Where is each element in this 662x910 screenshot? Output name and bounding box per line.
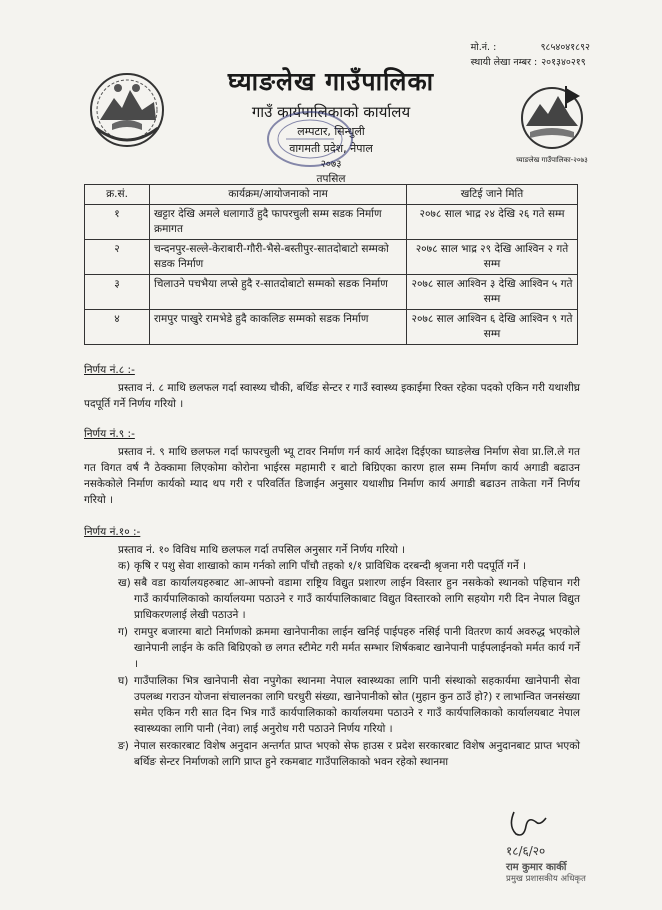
decision-text: प्रस्ताव नं. ९ माथि छलफल गर्दा फापरचुली भ्यू टावर निर्माण गर्न कार्य आदेश दिईएका घ्याङलेख निर्माण सेवा प्रा.लि.ले गत गत विगत वर्ष नै ठेक्कामा लिएकोमा कोरोना भाईरस महामारी र बाटो बिग्रिएका कारण हाल सम्म निर्माण कार्य अगाडी बढाउन नसकेकोले निर्माण कार्यको म्याद थप गरी र परिवर्तित डिजाईन अनुसार यथाशीघ्र निर्माण कार्य अगाडी बढाउन ताकेता गर्ने निर्णय गरियो । [84, 446, 580, 506]
office-year: २०७३ [320, 159, 342, 170]
decision-title: निर्णय नं.१० :- [84, 526, 141, 538]
schedule-table [84, 184, 578, 345]
list-item [118, 575, 580, 623]
item-text: कृषि र पशु सेवा शाखाको काम गर्नको लागि पाँचौ तहको १/१ प्राविधिक दरबन्दी श्रृजना गरी पदपूर्ति गर्ने । [134, 560, 527, 572]
item-text: रामपुर बजारमा बाटो निर्माणको क्रममा खानेपानीका लाईन खनिई पाईपहरु नसिई पानी वितरण कार्य अवरुद्ध भएकोले खानेपानी लाईन के कति बिग्रिएको छ लगत स्टीमेट गरी मर्मत सम्भार शिर्षकबाट खानेपानी पाईपलाईनको मर्मत कार्य गर्ने । [134, 626, 580, 670]
signature-name: राम कुमार कार्की [506, 862, 567, 873]
item-marker: ङ) [118, 740, 129, 752]
item-marker: घ) [118, 675, 129, 687]
item-text: नेपाल सरकारबाट विशेष अनुदान अन्तर्गत प्राप्त भएको सेफ हाउस र प्रदेश सरकारबाट विशेष अनुदानबाट प्राप्त भएको बर्थिङ सेन्टर निर्माणको लागि प्राप्त हुने रकमबाट गाउँपालिकाको भवन रहेको स्थानमा [134, 740, 580, 768]
row-date: २०७८ साल भाद्र २९ देखि आश्विन २ गते सम्म [407, 240, 578, 275]
table-header-row [85, 185, 578, 205]
phone-number: ९८५४०४१८९२ [540, 42, 590, 53]
table-row [85, 310, 578, 345]
list-item [118, 624, 580, 672]
municipality-logo-icon [508, 82, 596, 152]
decision-text: प्रस्ताव नं. १० विविध माथि छलफल गर्दा तपसिल अनुसार गर्ने निर्णय गरियो । [118, 544, 406, 556]
decision-title: निर्णय नं.९ :- [84, 428, 135, 440]
decision-title: निर्णय नं.८ :- [84, 364, 135, 376]
row-program: खट्टार देखि अमले धलागाउँ हुदै फापरचुली सम्म सडक निर्माण क्रमागत [150, 205, 407, 240]
phone-label: मो.नं. : [470, 42, 497, 53]
row-date: २०७८ साल आश्विन ३ देखि आश्विन ५ गते सम्म [407, 275, 578, 310]
office-subtitle: गाउँ कार्यपालिकाको कार्यालय [251, 103, 411, 121]
table-row [85, 205, 578, 240]
row-serial: ३ [85, 275, 150, 310]
decision-9 [84, 426, 580, 508]
header-date: खटिई जाने मिति [407, 185, 578, 205]
signature-scribble-icon [506, 808, 566, 842]
row-program: चिलाउने पचभैया लप्से हुदै र-सातदोबाटो सम्मको सडक निर्माण [150, 275, 407, 310]
logo-caption: घ्याङलेख गाउँपालिका-२०७३ [516, 156, 588, 164]
office-province: वागमती प्रदेश, नेपाल [289, 142, 373, 155]
signature-stamp [506, 808, 626, 888]
signature-title: प्रमुख प्रशासकीय अधिकृत [506, 874, 586, 884]
item-marker: क) [118, 560, 131, 572]
table-row [85, 240, 578, 275]
row-date: २०७८ साल भाद्र २४ देखि २६ गते सम्म [407, 205, 578, 240]
decision-text: प्रस्ताव नं. ८ माथि छलफल गर्दा स्वास्थ्य चौकी, बर्थिङ सेन्टर र गाउँ स्वास्थ्य इकाईमा रिक्त रहेका पदको एकिन गरी यथाशीघ्र पदपूर्ति गर्ने निर्णय गरियो । [84, 382, 580, 410]
decision-8 [84, 362, 580, 412]
item-text: गाउँपालिका भित्र खानेपानी सेवा नपुगेका स्थानमा नेपाल स्वास्थ्यका लागि पानी संस्थाको सहकार्यमा खानेपानी सेवा उपलब्ध गराउन योजना संचालनका लागि घरधुरी संख्या, खानेपानीको स्रोत (मुहान कुन ठाउँ हो?) र लाभान्वित जनसंख्या समेत एकिन गरी सात दिन भित्र गाउँ कार्यपालिकाको कार्यालयमा पठाउने र गाउँ कार्यपालिकाको कार्यालयबाट नेपाल स्वास्थ्यका लागि पानी (नेवा) लाई अनुरोध गरी पठाउने निर्णय गरियो । [134, 675, 580, 735]
municipality-logo [508, 82, 596, 164]
office-seal-stamp-icon [264, 108, 356, 170]
row-serial: १ [85, 205, 150, 240]
table-caption: तपसिल [316, 173, 346, 185]
header-serial: क्र.सं. [85, 185, 150, 205]
item-text: सबै वडा कार्यालयहरुबाट आ-आफ्नो वडामा राष्ट्रिय विद्युत प्रशारण लाईन विस्तार हुन नसकेको स्थानको पहिचान गरी गाउँ कार्यपालिकाको कार्यालयमा पठाउने र गाउँ कार्यपालिकाबाट विद्युत विस्तारको लागि सहयोग गरी दिन नेपाल विद्युत प्राधिकरणलाई लेखी पठाउने । [134, 577, 580, 621]
item-marker: ग) [118, 626, 129, 638]
municipality-name: घ्याङलेख गाउँपालिका [227, 67, 435, 96]
row-date: २०७८ साल आश्विन ६ देखि आश्विन ९ गते सम्म [407, 310, 578, 345]
row-program: चन्दनपुर-सल्ले-केराबारी-गौरी-भैसे-बस्तीपुर-सातदोबाटो सम्मको सडक निर्माण [150, 240, 407, 275]
row-program: रामपुर पाखुरे रामभेडे हुदै काकलिङ सम्मको सडक निर्माण [150, 310, 407, 345]
row-serial: २ [85, 240, 150, 275]
list-item [118, 738, 580, 770]
row-serial: ४ [85, 310, 150, 345]
office-place: लम्पटार, सिन्धुली [297, 125, 365, 138]
decision-10 [84, 524, 580, 771]
pan-label: स्थायी लेखा नम्बर : [470, 57, 538, 68]
pan-number: २०१३४०२१९ [541, 57, 586, 68]
table-row [85, 275, 578, 310]
list-item [118, 673, 580, 737]
item-marker: ख) [118, 577, 131, 589]
decision-items [84, 558, 580, 770]
list-item [118, 558, 580, 574]
header-program: कार्यक्रम/आयोजनाको नाम [150, 185, 407, 205]
signature-date: १८/६/२० [506, 844, 546, 858]
